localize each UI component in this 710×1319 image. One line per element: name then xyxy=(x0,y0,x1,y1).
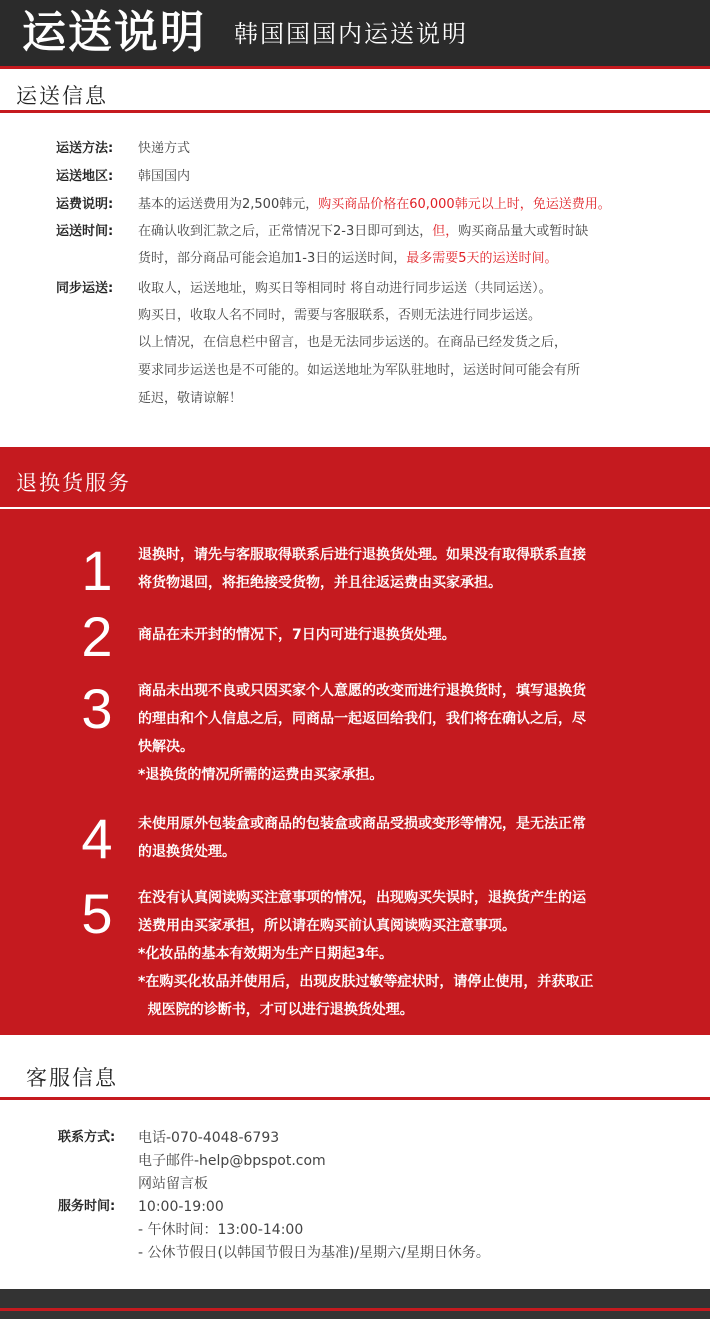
return-item-text: 将货物退回，将拒绝接受货物，并且往返运费由买家承担。 xyxy=(138,575,502,591)
sync-line: 收取人，运送地址，购买日等相同时 将自动进行同步运送（共同运送）。 xyxy=(138,281,552,296)
shipping-divider xyxy=(0,110,710,113)
fee-basic: 基本的运送费用为2,500韩元， xyxy=(138,197,319,212)
return-item-text: 的理由和个人信息之后，同商品一起返回给我们，我们将在确认之后，尽 xyxy=(138,711,586,727)
return-item-number: 4 xyxy=(81,807,113,870)
return-item-text: 商品在未开封的情况下，7日内可进行退换货处理。 xyxy=(138,627,456,643)
time-text-max: 最多需要5天的运送时间。 xyxy=(406,251,558,266)
return-item-number: 2 xyxy=(81,605,113,668)
method-value: 快递方式 xyxy=(138,141,191,156)
return-item-text: 快解决。 xyxy=(138,739,194,755)
time-text-c: 购买商品量大或暂时缺 xyxy=(458,224,589,239)
contact-email: 电子邮件-help@bpspot.com xyxy=(138,1153,326,1169)
return-item-text: *在购买化妆品并使用后，出现皮肤过敏等症状时，请停止使用，并获取正 xyxy=(138,974,594,990)
fee-label: 运费说明: xyxy=(56,197,114,212)
fee-text xyxy=(138,195,611,215)
hours-main: 10:00-19:00 xyxy=(138,1199,224,1215)
returns-divider xyxy=(0,507,710,509)
return-item-number: 1 xyxy=(81,539,113,602)
page-subtitle: 韩国国国内运送说明 xyxy=(234,20,468,48)
return-item-text: 送费用由买家承担，所以请在购买前认真阅读购买注意事项。 xyxy=(138,918,516,934)
contact-phone: 电话-070-4048-6793 xyxy=(138,1130,280,1146)
sync-label: 同步运送: xyxy=(56,281,114,296)
service-divider xyxy=(0,1097,710,1100)
region-value: 韩国国内 xyxy=(138,169,191,184)
return-item-number: 5 xyxy=(81,882,113,945)
return-item-text: 的退换货处理。 xyxy=(138,844,236,860)
sync-line: 延迟，敬请谅解！ xyxy=(138,391,243,406)
page-title: 运送说明 xyxy=(22,7,206,58)
returns-header xyxy=(0,447,710,505)
page-header xyxy=(0,0,710,69)
hours-holiday: - 公休节假日(以韩国节假日为基准)/星期六/星期日休务。 xyxy=(138,1245,490,1261)
contact-board: 网站留言板 xyxy=(138,1176,208,1192)
return-item-text: 商品未出现不良或只因买家个人意愿的改变而进行退换货时，填写退换货 xyxy=(138,683,586,699)
sync-line: 以上情况，在信息栏中留言，也是无法同步运送的。在商品已经发货之后， xyxy=(138,335,568,350)
region-label: 运送地区: xyxy=(56,169,114,184)
return-item-number: 3 xyxy=(81,677,113,740)
return-item-text: *退换货的情况所需的运费由买家承担。 xyxy=(138,767,384,783)
return-item-text: 在没有认真阅读购买注意事项的情况，出现购买失误时，退换货产生的运 xyxy=(138,890,586,906)
time-text-d: 货时，部分商品可能会追加1-3日的运送时间， xyxy=(138,251,407,266)
return-item-text: 未使用原外包装盒或商品的包装盒或商品受损或变形等情况，是无法正常 xyxy=(138,816,586,832)
footer-bar xyxy=(0,1289,710,1319)
method-label: 运送方法: xyxy=(56,141,114,156)
return-item-text: 退换时，请先与客服取得联系后进行退换货处理。如果没有取得联系直接 xyxy=(138,547,586,563)
shipping-section-title: 运送信息 xyxy=(16,84,108,108)
time-line-1 xyxy=(138,222,588,242)
contact-label: 联系方式: xyxy=(58,1130,116,1145)
returns-section xyxy=(0,447,710,1035)
returns-section-title: 退换货服务 xyxy=(16,471,131,495)
return-item-text: *化妆品的基本有效期为生产日期起3年。 xyxy=(138,946,394,962)
fee-free-shipping: 购买商品价格在60,000韩元以上时，免运送费用。 xyxy=(318,197,611,212)
hours-label: 服务时间: xyxy=(58,1199,116,1214)
sync-line: 要求同步运送也是不可能的。如运送地址为军队驻地时，运送时间可能会有所 xyxy=(138,363,581,378)
time-text-but: 但， xyxy=(432,224,459,239)
hours-lunch: - 午休时间：13:00-14:00 xyxy=(138,1222,304,1238)
service-section-title: 客服信息 xyxy=(26,1066,118,1090)
footer-accent-line xyxy=(0,1308,710,1311)
time-text-a: 在确认收到汇款之后，正常情况下2-3日即可到达， xyxy=(138,224,433,239)
sync-line: 购买日，收取人名不同时，需要与客服联系，否则无法进行同步运送。 xyxy=(138,308,542,323)
return-item-text: 规医院的诊断书，才可以进行退换货处理。 xyxy=(138,1002,414,1018)
time-line-2 xyxy=(138,249,558,269)
time-label: 运送时间: xyxy=(56,224,114,239)
